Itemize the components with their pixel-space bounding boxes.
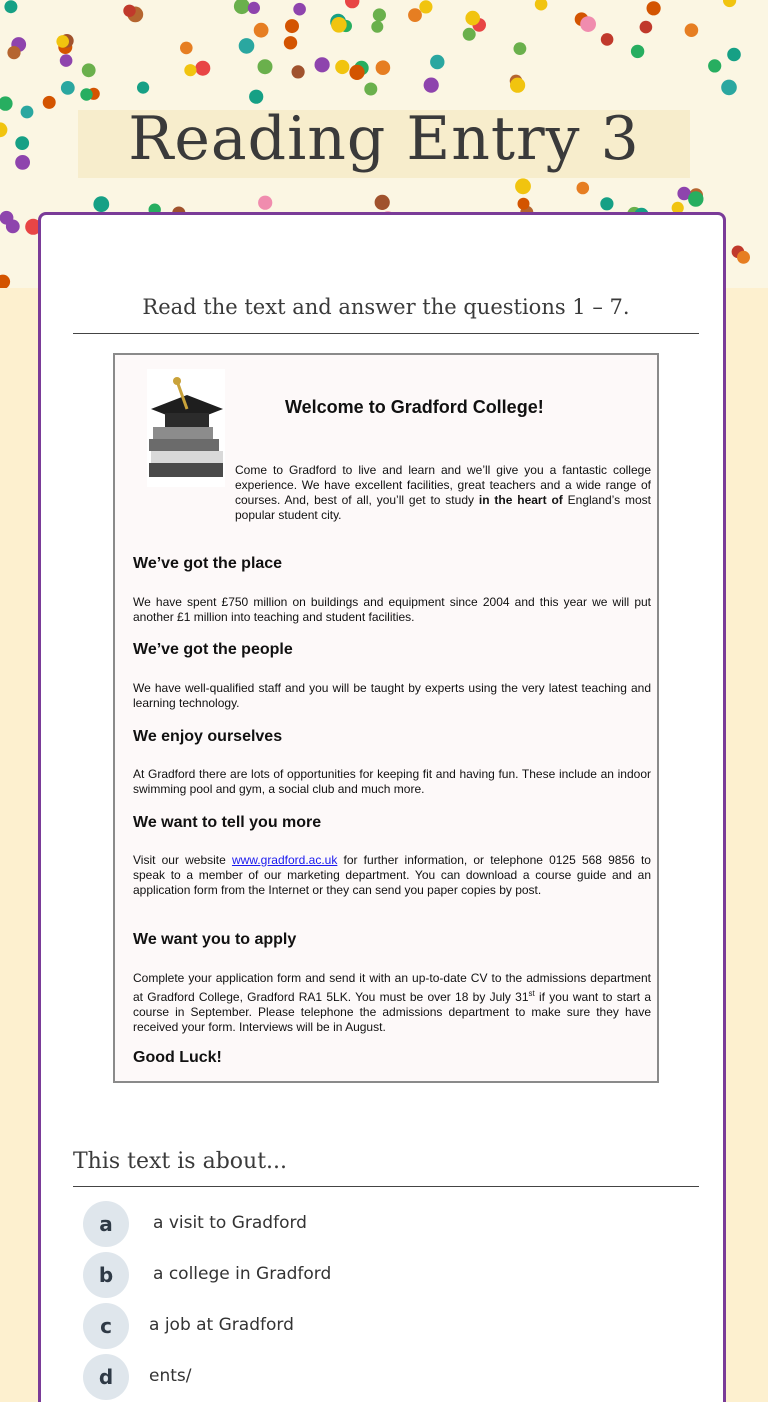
polka-dot: [123, 5, 135, 17]
section-text: We have well-qualified staff and you will be taught by experts using the very latest teaching and learning technology.: [133, 681, 651, 710]
polka-dot: [371, 21, 383, 33]
polka-dot: [580, 16, 596, 32]
polka-dot: [258, 59, 273, 74]
closing-text: Good Luck!: [133, 1049, 222, 1066]
section-heading: We’ve got the people: [133, 641, 293, 658]
polka-dot: [56, 35, 69, 48]
polka-dot: [254, 23, 269, 38]
polka-dot: [293, 3, 306, 16]
divider: [73, 1186, 699, 1187]
polka-dot: [373, 8, 386, 21]
polka-dot: [315, 57, 330, 72]
polka-dot: [727, 48, 741, 62]
section-text: We have spent £750 million on buildings and equipment since 2004 and this year we will put another £1 million into teaching and student facilities.: [133, 595, 651, 624]
polka-dot: [195, 61, 210, 76]
polka-dot: [349, 65, 364, 80]
question-label: This text is about...: [73, 1149, 288, 1174]
polka-dot: [335, 60, 349, 74]
polka-dot: [285, 19, 299, 33]
polka-dot: [7, 46, 20, 59]
polka-dot: [430, 55, 444, 69]
website-link[interactable]: www.gradford.ac.uk: [231, 853, 338, 867]
polka-dot: [375, 195, 390, 210]
polka-dot: [723, 0, 736, 7]
divider: [73, 333, 699, 334]
polka-dot: [514, 42, 527, 55]
option-letter-badge: a: [83, 1201, 129, 1247]
polka-dot: [708, 59, 721, 72]
polka-dot: [631, 45, 644, 58]
polka-dot: [180, 42, 193, 55]
polka-dot: [345, 0, 359, 8]
polka-dot: [688, 191, 703, 206]
polka-dot: [600, 197, 613, 210]
polka-dot: [510, 78, 525, 93]
polka-dot: [463, 28, 476, 41]
polka-dot: [419, 0, 432, 13]
intro-paragraph: Come to Gradford to live and learn and we’ll give you a fantastic college experience. We have excellent facilities, great teachers and a wide range of courses. And, best of all, you’ll get to study in the heart of England’s most popular student city.: [235, 463, 651, 522]
option-letter-badge: b: [83, 1252, 129, 1298]
polka-dot: [465, 11, 480, 26]
page-title: Reading Entry 3: [128, 104, 640, 174]
polka-dot: [721, 80, 737, 96]
polka-dot: [60, 54, 73, 67]
polka-dot: [184, 64, 196, 76]
graduation-cap-books-icon: [147, 369, 225, 487]
polka-dot: [239, 38, 255, 54]
polka-dot: [685, 23, 699, 37]
section-heading: We enjoy ourselves: [133, 728, 283, 745]
polka-dot: [424, 78, 439, 93]
answer-option-c[interactable]: [83, 1303, 643, 1349]
polka-dot: [408, 8, 422, 22]
section-text: Visit our website www.gradford.ac.uk for further information, or telephone 0125 568 9856 to speak to a member of our marketing department. You can download a course guide and an application form from the Internet or they can send you paper copies by post.: [133, 853, 651, 897]
polka-dot: [248, 2, 260, 14]
polka-dot: [535, 0, 548, 11]
answer-option-b[interactable]: [83, 1252, 643, 1298]
polka-dot: [601, 33, 614, 46]
answer-option-a[interactable]: [83, 1201, 643, 1247]
reading-document: [113, 353, 659, 1083]
polka-dot: [515, 178, 531, 194]
polka-dot: [0, 275, 10, 288]
polka-dot: [577, 182, 590, 195]
polka-dot: [234, 0, 250, 14]
polka-dot: [364, 83, 377, 96]
instructions: Read the text and answer the questions 1 – 7.: [142, 295, 630, 319]
polka-dot: [82, 63, 96, 77]
polka-dot: [61, 81, 75, 95]
polka-dot: [93, 196, 109, 212]
option-text: a college in Gradford: [153, 1264, 332, 1284]
section-heading: We’ve got the place: [133, 555, 283, 572]
polka-dot: [737, 251, 750, 264]
option-text: a visit to Gradford: [153, 1213, 307, 1233]
document-title: Welcome to Gradford College!: [285, 397, 544, 417]
answer-option-d[interactable]: [83, 1354, 643, 1400]
worksheet-card: [38, 212, 726, 1402]
section-heading: We want to tell you more: [133, 814, 322, 831]
polka-dot: [4, 0, 17, 13]
polka-dot: [249, 90, 263, 104]
section-text: Complete your application form and send it with an up-to-date CV to the admissions department at Gradford College, Gradford RA1 5LK. You must be over 18 by July 31st if you want to start a course in September. Please telephone the admissions department to make sure they have received your form. Interviews will be in August.: [133, 971, 652, 1034]
section-heading: We want you to apply: [133, 931, 297, 948]
polka-dot: [331, 17, 347, 33]
option-text: ents/: [149, 1366, 192, 1386]
polka-dot: [80, 88, 92, 100]
polka-dot: [518, 198, 530, 210]
polka-dot: [292, 65, 305, 78]
option-text: a job at Gradford: [149, 1315, 294, 1335]
polka-dot: [137, 82, 149, 94]
polka-dot: [284, 36, 297, 49]
polka-dot: [647, 1, 661, 15]
polka-dot: [640, 21, 653, 34]
polka-dot: [6, 220, 20, 234]
option-letter-badge: c: [83, 1303, 129, 1349]
option-letter-badge: d: [83, 1354, 129, 1400]
polka-dot: [258, 196, 272, 210]
section-text: At Gradford there are lots of opportunities for keeping fit and having fun. These include an indoor swimming pool and gym, a social club and much more.: [133, 767, 651, 796]
polka-dot: [376, 60, 391, 75]
